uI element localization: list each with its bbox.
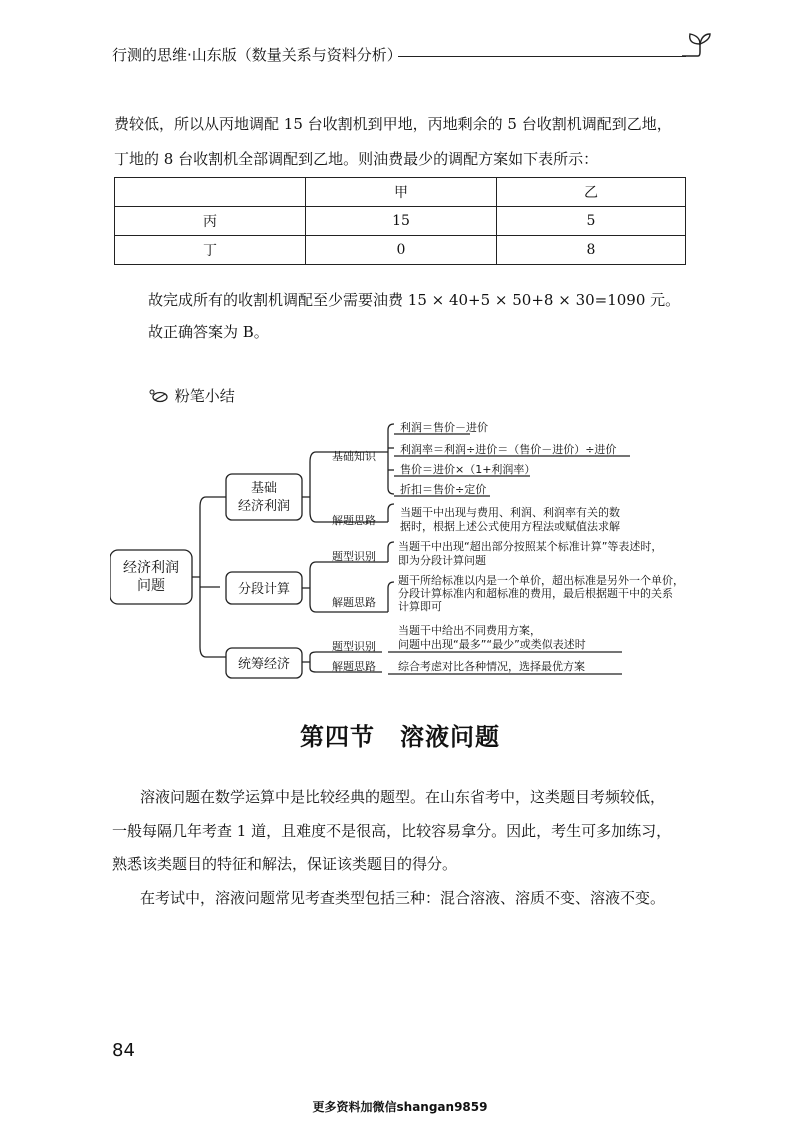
segment-approach-line2: 分段计算标准内和超标准的费用，最后根据题干中的关系 [398,587,673,600]
mind-map [110,412,690,684]
sub-solving-approach-label: 解题思路 [332,514,376,527]
sub-overall-identify-label: 题型识别 [332,640,376,653]
formula-price: 售价＝进价×（1+利润率） [400,463,536,476]
body-p1-line3: 熟悉该类题目的特征和解法，保证该类题目的得分。 [112,855,458,873]
branch-basic-profit-line1: 基础 [250,481,278,496]
segment-identify-line2: 即为分段计算问题 [398,554,486,567]
sub-segment-approach-label: 解题思路 [332,596,376,609]
table-cell: 丁 [115,236,306,265]
intro-line-1: 费较低，所以从丙地调配 15 台收割机到甲地，丙地剩余的 5 台收割机调配到乙地， [114,115,672,133]
table-header-cell: 乙 [497,178,686,207]
mind-map-root-line2: 问题 [137,578,165,594]
branch-overall-label: 统筹经济 [237,657,291,672]
sprout-icon [678,30,714,70]
segment-approach-line1: 题干所给标准以内是一个单价，超出标准是另外一个单价， [398,574,684,587]
segment-identify-line1: 当题干中出现“超出部分按照某个标准计算”等表述时， [398,540,663,553]
mind-map-root-line1: 经济利润 [123,560,179,576]
chalk-icon [148,387,170,403]
formula-profit-rate: 利润率＝利润÷进价＝（售价－进价）÷进价 [400,443,617,456]
overall-approach-line1: 综合考虑对比各种情况，选择最优方案 [398,660,585,673]
summary-title: 粉笔小结 [174,387,235,405]
body-p1-line1: 溶液问题在数学运算中是比较经典的题型。在山东省考中，这类题目考频较低， [140,788,666,806]
branch-segment-label: 分段计算 [237,582,291,597]
basic-approach-line2: 据时，根据上述公式使用方程法或赋值法求解 [400,520,620,533]
table-header-cell: 甲 [306,178,497,207]
sub-segment-identify-label: 题型识别 [332,550,376,563]
overall-identify-line1: 当题干中给出不同费用方案， [398,624,541,637]
running-header: 行测的思维·山东版（数量关系与资料分析） [112,46,402,64]
page-number: 84 [112,1040,135,1061]
intro-line-2: 丁地的 8 台收割机全部调配到乙地。则油费最少的调配方案如下表所示： [114,150,599,168]
mind-map-root-box [110,550,192,604]
table-header-row [115,178,686,207]
summary-heading [148,385,235,406]
table-header-cell [115,178,306,207]
sub-overall-approach-label: 解题思路 [332,660,376,673]
body-p1-line2: 一般每隔几年考查 1 道，且难度不是很高，比较容易拿分。因此，考生可多加练习， [112,822,672,840]
footer-note: 更多资料加微信shangan9859 [312,1100,488,1114]
basic-approach-line1: 当题干中出现与费用、利润、利润率有关的数 [400,506,620,519]
section-title: 第四节 溶液问题 [300,723,500,751]
formula-discount: 折扣＝售价÷定价 [400,483,487,496]
table-cell: 0 [306,236,497,265]
segment-approach-line3: 计算即可 [398,600,442,613]
overall-identify-line2: 问题中出现“最多”“最少”或类似表述时 [398,638,586,651]
table-row [115,207,686,236]
conclusion-line-2: 故正确答案为 B。 [148,323,269,341]
table-cell: 15 [306,207,497,236]
body-p2: 在考试中，溶液问题常见考查类型包括三种：混合溶液、溶质不变、溶液不变。 [140,889,666,907]
formula-profit: 利润＝售价－进价 [400,421,488,434]
table-row [115,236,686,265]
conclusion-line-1: 故完成所有的收割机调配至少需要油费 15 × 40+5 × 50+8 × 30=1090 元。 [148,291,681,309]
table-cell: 8 [497,236,686,265]
sub-basic-knowledge-label: 基础知识 [332,450,376,463]
allocation-table [114,177,686,265]
table-cell: 5 [497,207,686,236]
table-cell: 丙 [115,207,306,236]
branch-basic-profit-line2: 经济利润 [237,499,291,514]
header-rule [398,56,686,57]
